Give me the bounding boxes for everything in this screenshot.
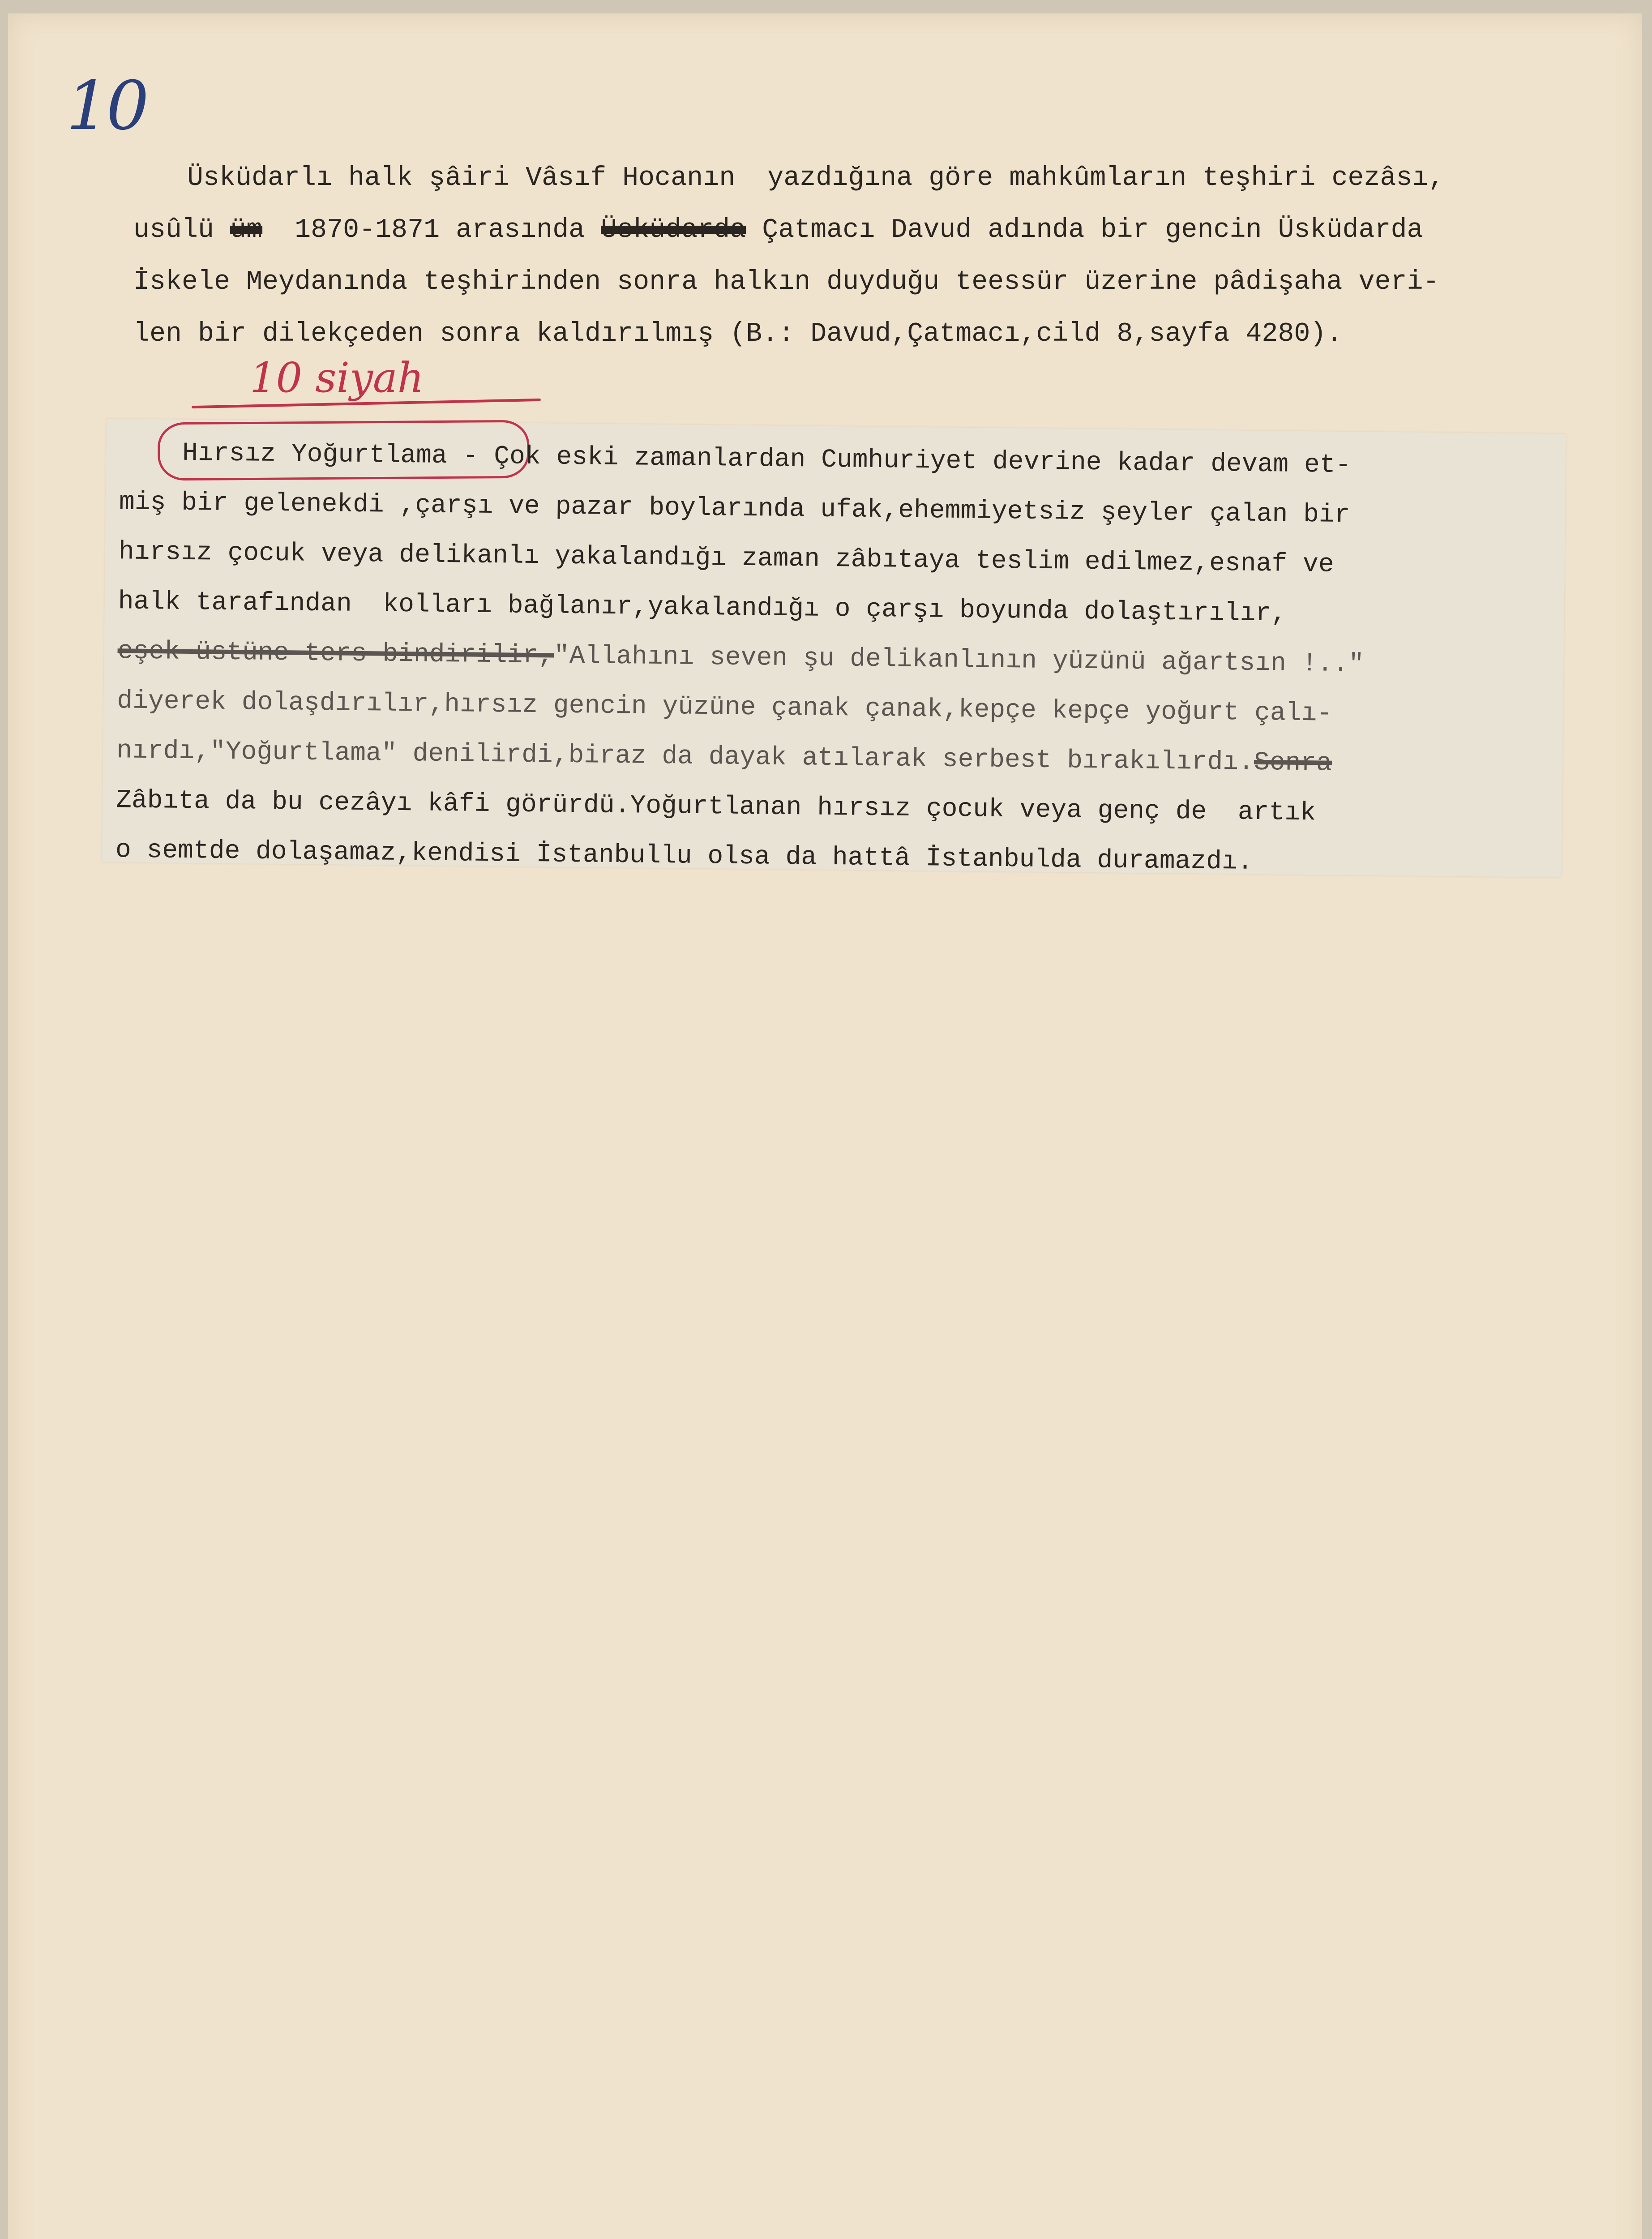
red-handwritten-note: 10 siyah [250,354,424,402]
struck-phrase: eşek üstüne ters bindirilir, [117,637,554,671]
text-fragment: Çatmacı Davud adında bir gencin Üsküdarda [762,215,1423,245]
document-page [8,13,1642,2239]
slip-line: hırsız çocuk veya delikanlı yakalandığı zaman zâbıtaya teslim edilmez,esnaf ve [118,537,1334,579]
paragraph-line: Üsküdarlı halk şâiri Vâsıf Hocanın yazdığına göre mahkûmların teşhiri cezâsı, [187,163,1445,193]
page-number: 10 [66,67,146,145]
paragraph-teshir [133,152,1611,360]
slip-line: Zâbıta da bu cezâyı kâfi görürdü.Yoğurtlanan hırsız çocuk veya genç de artık [116,786,1316,828]
struck-word: Sonra [1254,748,1332,778]
paragraph-line: İskele Meydanında teşhirinden sonra halkın duyduğu teessür üzerine pâdişaha veri- [133,267,1439,297]
pasted-slip [102,419,1566,877]
paragraph-line: len bir dilekçeden sonra kaldırılmış (B.: Davud,Çatmacı,cild 8,sayfa 4280). [133,319,1343,349]
slip-line: Hırsız Yoğurtlama - Çok eski zamanlardan Cumhuriyet devrine kadar devam et- [182,438,1351,480]
slip-line: halk tarafından kolları bağlanır,yakalandığı o çarşı boyunda dolaştırılır, [118,587,1287,629]
paragraph-line [133,204,1611,256]
struck-word: üm [230,215,263,245]
text-fragment: 1870-1871 arasında [295,215,601,245]
text-fragment: usûlü [133,215,231,245]
slip-line: miş bir gelenekdi ,çarşı ve pazar boylarında ufak,ehemmiyetsiz şeyler çalan bir [119,488,1350,530]
slip-line: diyerek dolaşdırılır,hırsız gencin yüzüne çanak çanak,kepçe kepçe yoğurt çalı- [117,686,1333,729]
slip-text-yogurtlama [115,428,1552,890]
text-fragment: nırdı,"Yoğurtlama" denilirdi,biraz da dayak atılarak serbest bırakılırdı. [116,736,1254,777]
slip-line: o semtde dolaşamaz,kendisi İstanbullu olsa da hattâ İstanbulda duramazdı. [115,836,1253,877]
text-fragment: "Allahını seven şu delikanlının yüzünü ağartsın !.." [553,641,1365,679]
struck-word: Üsküdarda [601,215,746,245]
